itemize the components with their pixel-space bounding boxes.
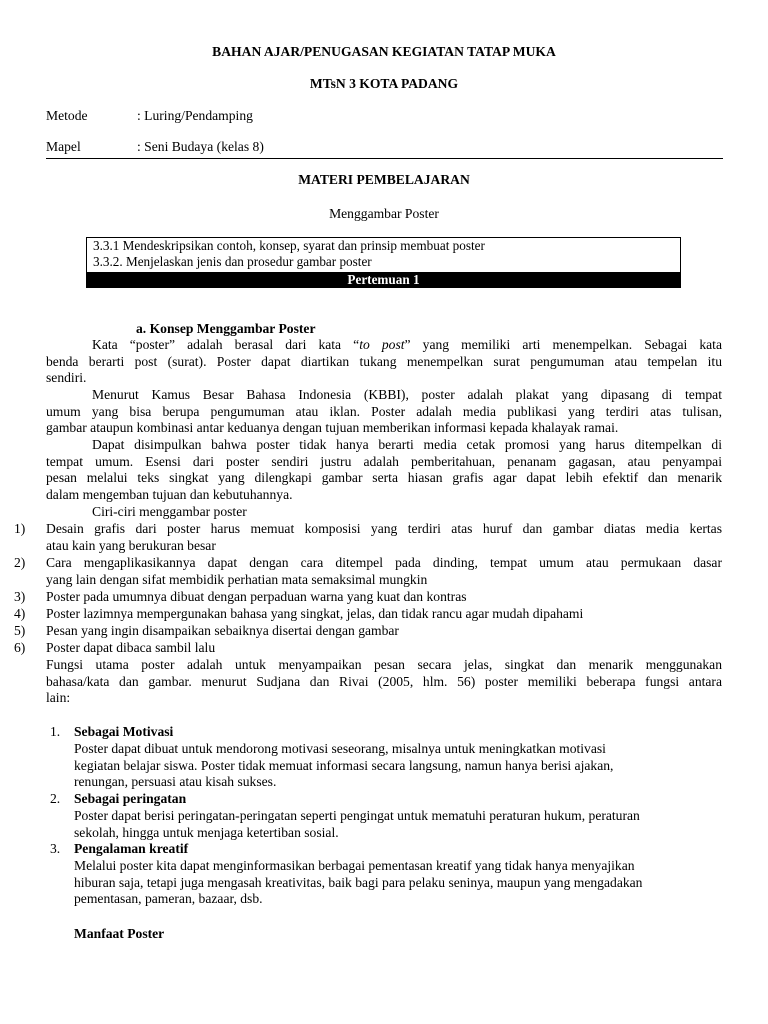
- manfaat-title: Manfaat Poster: [74, 926, 165, 941]
- ciri-title: Ciri-ciri menggambar poster: [92, 504, 247, 519]
- list-item-text: Poster lazimnya mempergunakan bahasa yang singkat, jelas, dan tidak rancu agar mudah dipahami: [46, 606, 584, 621]
- paragraph-kbbi: [46, 387, 722, 437]
- para3-line-3: pesan melalui teks singkat yang dilengkapi gambar serta hiasan grafis agar dapat lebih efektif dan menarik: [46, 470, 722, 486]
- para1-line-3: sendiri.: [46, 370, 87, 386]
- function-number: 3.: [50, 841, 61, 856]
- list-number: 1): [14, 521, 26, 536]
- function-line: renungan, persuasi atau kisah sukses.: [74, 774, 277, 790]
- list-number: 3): [14, 589, 26, 604]
- list-item-text: Poster pada umumnya dibuat dengan perpaduan warna yang kuat dan kontras: [46, 589, 467, 604]
- paragraph-definisi: [46, 337, 722, 387]
- paragraph-fungsi: [46, 657, 722, 707]
- para2-line-1: Menurut Kamus Besar Bahasa Indonesia (KBBI), poster adalah plakat yang dipasang di tempat: [92, 387, 722, 402]
- list-number: 4): [14, 606, 26, 621]
- fungsi-line-2: bahasa/kata dan gambar. menurut Sudjana dan Rivai (2005, hlm. 56) poster memiliki beberapa fungsi antara: [46, 673, 722, 689]
- function-title: Sebagai peringatan: [74, 791, 187, 806]
- doc-title: BAHAN AJAR/PENUGASAN KEGIATAN TATAP MUKA: [212, 44, 556, 59]
- metode-label: Metode: [46, 108, 88, 123]
- list-item-text: Poster dapat dibaca sambil lalu: [46, 640, 216, 655]
- function-title: Pengalaman kreatif: [74, 841, 189, 856]
- function-line: hiburan saja, tetapi juga mengasah kreativitas, baik bagi para pelaku seninya, maupun yang mengadakan: [74, 874, 643, 890]
- mapel-label: Mapel: [46, 139, 81, 154]
- header-divider: [46, 158, 723, 159]
- para1-line-1: Kata “poster” adalah berasal dari kata “to post” yang memiliki arti menempelkan. Sebagai kata: [92, 337, 722, 352]
- list-item-line: Desain grafis dari poster harus memuat komposisi yang terdiri atas huruf dan gambar diatas media kertas: [46, 521, 722, 536]
- function-line: Poster dapat berisi peringatan-peringatan seperti pengingat untuk mematuhi peraturan hukum, peraturan: [74, 808, 640, 823]
- function-number: 2.: [50, 791, 61, 806]
- function-line: sekolah, hingga untuk menjaga ketertiban sosial.: [74, 824, 339, 840]
- list-number: 2): [14, 555, 26, 570]
- metode-value: : Luring/Pendamping: [137, 108, 253, 123]
- list-number: 6): [14, 640, 26, 655]
- topic-title: Menggambar Poster: [329, 206, 439, 221]
- function-title: Sebagai Motivasi: [74, 724, 174, 739]
- function-line: Melalui poster kita dapat menginformasikan berbagai pementasan kreatif yang tidak hanya menyajikan: [74, 858, 635, 873]
- kd-box: [86, 237, 681, 288]
- section-title: MATERI PEMBELAJARAN: [298, 172, 470, 187]
- function-line: pementasan, pameran, bazaar, dsb.: [74, 891, 263, 907]
- para3-line-1: Dapat disimpulkan bahwa poster tidak hanya berarti media cetak promosi yang harus ditempelkan di: [92, 437, 722, 452]
- list-item-text: Pesan yang ingin disampaikan sebaiknya disertai dengan gambar: [46, 623, 399, 638]
- kd-line-2: 3.3.2. Menjelaskan jenis dan prosedur gambar poster: [93, 254, 372, 269]
- para2-line-2: umum yang bisa berupa pengumuman atau iklan. Poster adalah media publikasi yang terdiri atas tulisan,: [46, 403, 722, 419]
- subheading-konsep: a. Konsep Menggambar Poster: [136, 321, 316, 336]
- mapel-value: : Seni Budaya (kelas 8): [137, 139, 264, 154]
- para1-line-2: benda berarti post (surat). Poster dapat diartikan tukang menempelkan surat pengumuman atau tempelan itu: [46, 353, 722, 369]
- function-number: 1.: [50, 724, 61, 739]
- meeting-bar: Pertemuan 1: [87, 272, 680, 287]
- list-item-line: yang lain dengan sifat membidik perhatian mata semaksimal mungkin: [46, 571, 428, 587]
- list-number: 5): [14, 623, 26, 638]
- school-name: MTsN 3 KOTA PADANG: [309, 76, 459, 91]
- para3-line-2: tempat umum. Esensi dari poster sendiri justru adalah pemberitahuan, penanam gagasan, atau penyampai: [46, 453, 722, 469]
- paragraph-kesimpulan: [46, 437, 722, 503]
- para2-line-3: gambar ataupun kombinasi antar keduanya dengan tujuan memberikan informasi kepada khalayak ramai.: [46, 420, 619, 436]
- function-line: kegiatan belajar siswa. Poster tidak memuat informasi secara langsung, namun hanya berisi ajakan,: [74, 757, 614, 773]
- para3-line-4: dalam mengemban tujuan dan kebutuhannya.: [46, 486, 293, 502]
- italic-term: to post: [359, 337, 405, 352]
- list-item-line: Cara mengaplikasikannya dapat dengan cara ditempel pada dinding, tempat umum atau permukaan dasar: [46, 555, 722, 570]
- kd-line-1: 3.3.1 Mendeskripsikan contoh, konsep, syarat dan prinsip membuat poster: [93, 238, 485, 253]
- list-item-line: atau kain yang berukuran besar: [46, 537, 216, 553]
- fungsi-line-3: lain:: [46, 690, 71, 706]
- function-line: Poster dapat dibuat untuk mendorong motivasi seseorang, misalnya untuk meningkatkan motivasi: [74, 741, 606, 756]
- fungsi-line-1: Fungsi utama poster adalah untuk menyampaikan pesan secara jelas, singkat dan menarik menggunakan: [46, 657, 722, 672]
